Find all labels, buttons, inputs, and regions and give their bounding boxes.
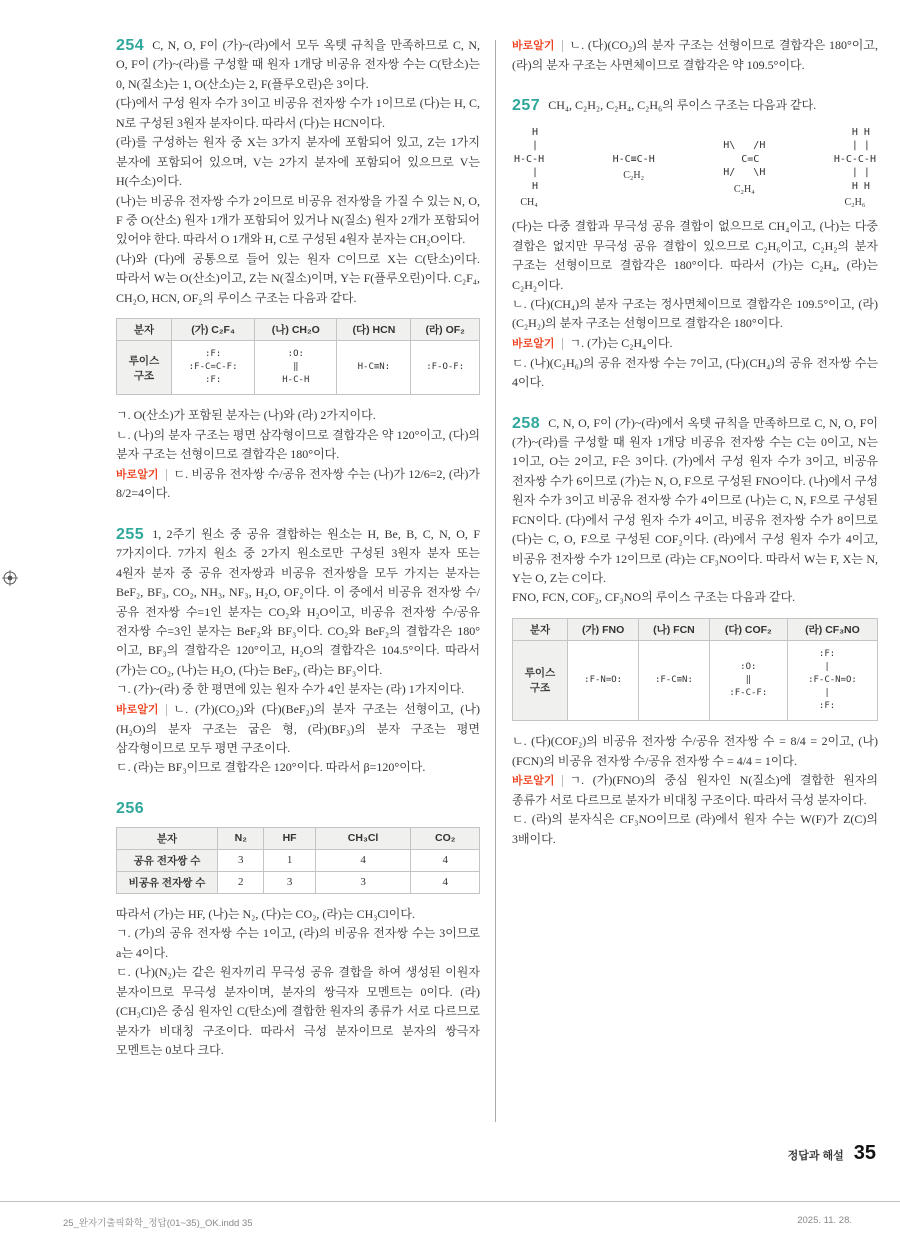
column-header: N₂	[218, 827, 264, 849]
table-cell	[411, 341, 480, 395]
table-row	[117, 871, 480, 893]
statement-item: ㄷ. (나)(N₂)는 같은 원자끼리 무극성 공유 결합을 하여 생성된 이원자 분자이므로 무극성 분자이며, 분자의 쌍극자 모멘트는 0이다. (라)(CH₃Cl)은 중심 원자인 C(탄소)에 결합한 원자의 종류가 서로 다르므로 분자가 비대칭 구조이다. 따라서 극성 분자이므로 분자의 쌍극자 모멘트는 0보다 크다.	[116, 965, 480, 1057]
baro-algi-note	[512, 771, 878, 810]
solution-paragraph: (다)는 다중 결합과 무극성 공유 결합이 없으므로 CH₄이고, (나)는 다중 결합은 없지만 무극성 공유 결합이 있으므로 C₂H₆이고, C₂H₂의 분자 구조는 선형이므로 결합각은 180°이다. 따라서 (가)는 C₂H₄, (라)는 C₂H₂이다.	[512, 219, 878, 292]
solution-paragraph: (다)에서 구성 원자 수가 3이고 비공유 전자쌍 수가 1이므로 (다)는 H, C, N로 구성된 3원자 분자이다. 따라서 (다)는 HCN이다.	[116, 96, 480, 130]
statement-item: ㄴ. (나)의 분자 구조는 평면 삼각형이므로 결합각은 약 120°이고, (다)의 분자 구조는 선형이므로 결합각은 180°이다.	[116, 427, 480, 462]
column-header: (라) CF₃NO	[787, 618, 877, 640]
statement-item: ㄱ. (가)의 공유 전자쌍 수는 1이고, (라)의 비공유 전자쌍 수는 3이므로 a는 4이다.	[116, 926, 480, 960]
column-header: (라) OF₂	[411, 319, 480, 341]
table-row	[117, 341, 480, 395]
lewis-structure: :O: ‖ :F-C-F:	[729, 661, 768, 699]
lewis-structure: :F-O-F:	[426, 362, 465, 373]
solution-text: CH₄, C₂H₂, C₂H₄, C₂H₆의 루이스 구조는 다음과 같다.	[548, 98, 817, 113]
baro-algi-label: 바로알기	[512, 40, 563, 52]
column-header: (다) HCN	[337, 319, 411, 341]
row-header: 비공유 전자쌍 수	[117, 871, 218, 893]
statement-item: ㄴ. (다)(COF₂)의 비공유 전자쌍 수/공유 전자쌍 수 = 8/4 = 2이고, (나)(FCN)의 비공유 전자쌍 수/공유 전자쌍 수 = 4/4 = 1이다.	[512, 734, 878, 768]
table-row	[117, 849, 480, 871]
lewis-structure: H-C≡N:	[357, 362, 391, 373]
baro-algi-note	[116, 700, 480, 759]
baro-algi-text: ㄴ. (가)(CO₂)와 (다)(BeF₂)의 분자 구조는 선형이고, (나)(H₂O)의 분자 구조는 굽은 형, (라)(BF₃)의 분자 구조는 평면 삼각형이므로 모두 평면 구조이다.	[116, 701, 480, 756]
left-column	[116, 36, 480, 1081]
lewis-structure: :F: :F-C=C-F: :F:	[188, 349, 238, 386]
baro-algi-label: 바로알기	[512, 775, 563, 787]
lewis-structure: H-C≡C-H	[612, 153, 655, 165]
lewis-structure: :F-C≡N:	[654, 674, 693, 685]
lewis-figure	[514, 126, 544, 209]
problem-number-254: 254	[116, 37, 145, 54]
solution-text: C, N, O, F이 (가)~(라)에서 옥텟 규칙을 만족하므로 C, N, O, F이 (가)~(라)를 구성할 때 원자 1개당 비공유 전자쌍 수는 C는 0이고, N는 1이고, O는 2이고, F은 3이다. (가)에서 구성 원자 수가 3이고, 비공유 전자쌍 수가 6이므로 (가)는 N, O, F으로 구성된 FNO이다. (나)에서 구성 원자 수가 3이고 비공유 전자쌍 수가 4이므로 (나)는 C, N, F으로 구성된 FCN이다. (다)에서 구성 원자 수가 4이고, 비공유 전자쌍 수가 8이므로 (다)는 C, O, F으로 구성된 COF₂이다. (라)에서 구성 원자 수가 4이고, 비공유 전자쌍 수가 12이므로 (라)는 CF₃NO이다. 따라서 W는 F, X는 N, Y는 O, Z는 C이다.	[512, 415, 878, 585]
table-cell	[709, 640, 787, 720]
lewis-structure: :O: ‖ H-C-H	[282, 349, 310, 386]
molecule-label: C₂H₆	[844, 197, 866, 209]
lewis-structure-table-254	[116, 318, 480, 395]
baro-algi-text: ㄴ. (다)(CO₂)의 분자 구조는 선형이므로 결합각은 180°이고, (라)의 분자 구조는 사면체이므로 결합각은 약 109.5°이다.	[512, 38, 878, 72]
solution-paragraph: FNO, FCN, COF₂, CF₃NO의 루이스 구조는 다음과 같다.	[512, 590, 796, 605]
row-header: 루이스 구조	[117, 341, 172, 395]
solution-paragraph: (라)를 구성하는 원자 중 X는 3가지 분자에 포함되어 있고, Z는 1가지 분자에 포함되어 있으며, V는 2가지 분자에 포함되어 있으므로 V는 H(수소)이다.	[116, 135, 480, 189]
column-header: (나) CH₂O	[255, 319, 337, 341]
lewis-structure: :F: | :F-C-N=O: | :F:	[808, 648, 857, 712]
table-cell	[639, 640, 709, 720]
lewis-structure: H H | | H-C-C-H | | H H	[833, 126, 876, 192]
solution-paragraph: (나)와 (다)에 공통으로 들어 있는 원자 C이므로 X는 C(탄소)이다. 따라서 W는 O(산소)이고, Z는 N(질소)이며, Y는 F(플루오린)이다. C₂F₄, CH₂O, HCN, OF₂의 루이스 구조는 다음과 같다.	[116, 251, 480, 305]
baro-algi-text: ㄷ. (라)의 분자식은 CF₃NO이므로 (라)에서 원자 수는 W(F)가 Z(C)의 3배이다.	[512, 812, 878, 846]
problem-number-258: 258	[512, 414, 541, 432]
baro-algi-text: ㄷ. (라)는 BF₃이므로 결합각은 120°이다. 따라서 β=120°이다.	[116, 760, 426, 775]
molecule-label: C₂H₄	[733, 183, 755, 195]
table-cell: 4	[315, 849, 411, 871]
lewis-structure-table-258	[512, 618, 878, 721]
table-header-row	[117, 827, 480, 849]
row-header: 공유 전자쌍 수	[117, 849, 218, 871]
print-divider-line	[0, 1201, 900, 1202]
column-header: CO₂	[411, 827, 480, 849]
problem-257	[512, 96, 878, 392]
table-cell: 2	[218, 871, 264, 893]
baro-algi-text: ㄱ. (가)는 C₂H₄이다.	[569, 335, 673, 350]
table-cell: 3	[218, 849, 264, 871]
table-row	[513, 640, 878, 720]
statement-item: ㄱ. (가)~(라) 중 한 평면에 있는 원자 수가 4인 분자는 (라) 1가지이다.	[116, 682, 465, 697]
column-header: 분자	[117, 319, 172, 341]
problem-256-continued	[512, 36, 878, 75]
table-cell	[787, 640, 877, 720]
solution-paragraph: 따라서 (가)는 HF, (나)는 N₂, (다)는 CO₂, (라)는 CH₃Cl이다.	[116, 906, 415, 921]
solution-paragraph	[512, 96, 878, 115]
baro-algi-note	[116, 465, 480, 504]
lewis-figure	[613, 153, 655, 182]
table-cell	[337, 341, 411, 395]
problem-258	[512, 414, 878, 850]
page-footer	[788, 1142, 876, 1165]
statement-item: ㄴ. (다)(CH₄)의 분자 구조는 정사면체이므로 결합각은 109.5°이고, (라)(C₂H₂)의 분자 구조는 선형이므로 결합각은 180°이다.	[512, 296, 878, 331]
problem-number-255: 255	[116, 525, 145, 543]
baro-algi-note	[512, 334, 878, 354]
table-header-row	[513, 618, 878, 640]
problem-256	[116, 799, 480, 1061]
column-header: (다) COF₂	[709, 618, 787, 640]
column-divider	[495, 40, 496, 1122]
problem-number-257: 257	[512, 97, 541, 115]
lewis-figure	[834, 126, 876, 209]
problem-255	[116, 525, 480, 778]
lewis-structure: H | H-C-H | H	[514, 126, 545, 192]
molecule-label: CH₄	[520, 197, 538, 209]
right-column	[512, 36, 878, 870]
lewis-figure	[723, 139, 765, 195]
registration-mark-icon	[2, 570, 18, 586]
solution-paragraph: (나)는 비공유 전자쌍 수가 2이므로 비공유 전자쌍을 가질 수 있는 N, O, F 중 O(산소) 원자 1개가 포함되어 있거나 N(질소) 원자 2개가 포함되어 있어야 한다. 따라서 O 1개와 H, C로 구성된 4원자 분자는 CH₂O이다.	[116, 193, 480, 247]
molecule-label: C₂H₂	[623, 170, 645, 182]
solution-text: C, N, O, F이 (가)~(라)에서 모두 옥텟 규칙을 만족하므로 C, N, O, F이 (가)~(라)를 구성할 때 원자 1개당 비공유 전자쌍 수는 C(탄소)는 0, N(질소)는 1, O(산소)는 2, F(플루오린)은 3이다.	[116, 38, 480, 91]
solution-paragraph	[116, 525, 480, 681]
electron-pair-table-256	[116, 827, 480, 894]
problem-254	[116, 36, 480, 504]
solution-text: 1, 2주기 원소 중 공유 결합하는 원소는 H, Be, B, C, N, O, F 7가지이다. 7가지 원소 중 2가지 원소로만 구성된 3원자 분자 또는 4원자 분자 중 공유 전자쌍과 비공유 전자쌍을 모두 가지는 분자는 BeF₂, BF₃, CO₂, NH₃, NF₃, H₂O, OF₂이다. 이 중에서 비공유 전자쌍 수/공유 전자쌍 수=1인 분자는 CO₂와 H₂O이고, 비공유 전자쌍 수/공유 전자쌍 수=3인 분자는 BeF₂와 BF₃이다. CO₂와 BeF₂의 결합각은 180°이고, BF₃의 결합각은 120°이고, H₂O의 결합각은 104.5°이다. 따라서 (가)는 CO₂, (나)는 H₂O, (다)는 BeF₂, (라)는 BF₃이다.	[116, 526, 480, 677]
table-cell: 3	[315, 871, 411, 893]
baro-algi-text: ㄷ. (나)(C₂H₆)의 공유 전자쌍 수는 7이고, (다)(CH₄)의 공유 전자쌍 수는 4이다.	[512, 355, 878, 390]
print-info-bar	[0, 1210, 900, 1240]
lewis-structures-row	[514, 126, 876, 209]
lewis-structure: H\ /H C=C H/ \H	[723, 140, 766, 179]
table-header-row	[117, 319, 480, 341]
column-header: CH₃Cl	[315, 827, 411, 849]
column-header: (나) FCN	[639, 618, 709, 640]
print-date: 2025. 11. 28.	[797, 1215, 852, 1226]
column-header: 분자	[117, 827, 218, 849]
baro-algi-text: ㄷ. 비공유 전자쌍 수/공유 전자쌍 수는 (나)가 12/6=2, (라)가 8/2=4이다.	[116, 466, 480, 501]
statement-item: ㄱ. O(산소)가 포함된 분자는 (나)와 (라) 2가지이다.	[116, 408, 376, 423]
table-cell	[255, 341, 337, 395]
page-number: 35	[853, 1142, 876, 1164]
print-filename: 25_완자기출픽화학_정답(01~35)_OK.indd 35	[63, 1218, 253, 1229]
column-header: (가) C₂F₄	[172, 319, 255, 341]
table-cell: 4	[411, 849, 480, 871]
row-header: 루이스 구조	[513, 640, 568, 720]
baro-algi-label: 바로알기	[512, 338, 563, 350]
baro-algi-text: ㄱ. (가)(FNO)의 중심 원자인 N(질소)에 결합한 원자의 종류가 서로 다르므로 분자가 비대칭 구조이다. 따라서 극성 분자이다.	[512, 772, 878, 807]
table-cell: 3	[264, 871, 315, 893]
column-header: HF	[264, 827, 315, 849]
baro-algi-label: 바로알기	[116, 704, 167, 716]
solution-paragraph	[512, 414, 878, 589]
problem-number-256: 256	[116, 799, 145, 817]
table-cell: 4	[411, 871, 480, 893]
baro-algi-label: 바로알기	[116, 469, 167, 481]
column-header: (가) FNO	[568, 618, 639, 640]
table-cell: 1	[264, 849, 315, 871]
column-header: 분자	[513, 618, 568, 640]
lewis-structure: :F-N=O:	[584, 674, 623, 685]
table-cell	[568, 640, 639, 720]
footer-section-label: 정답과 해설	[787, 1150, 844, 1162]
solution-paragraph	[116, 36, 480, 94]
baro-algi-note	[512, 36, 878, 75]
table-cell	[172, 341, 255, 395]
